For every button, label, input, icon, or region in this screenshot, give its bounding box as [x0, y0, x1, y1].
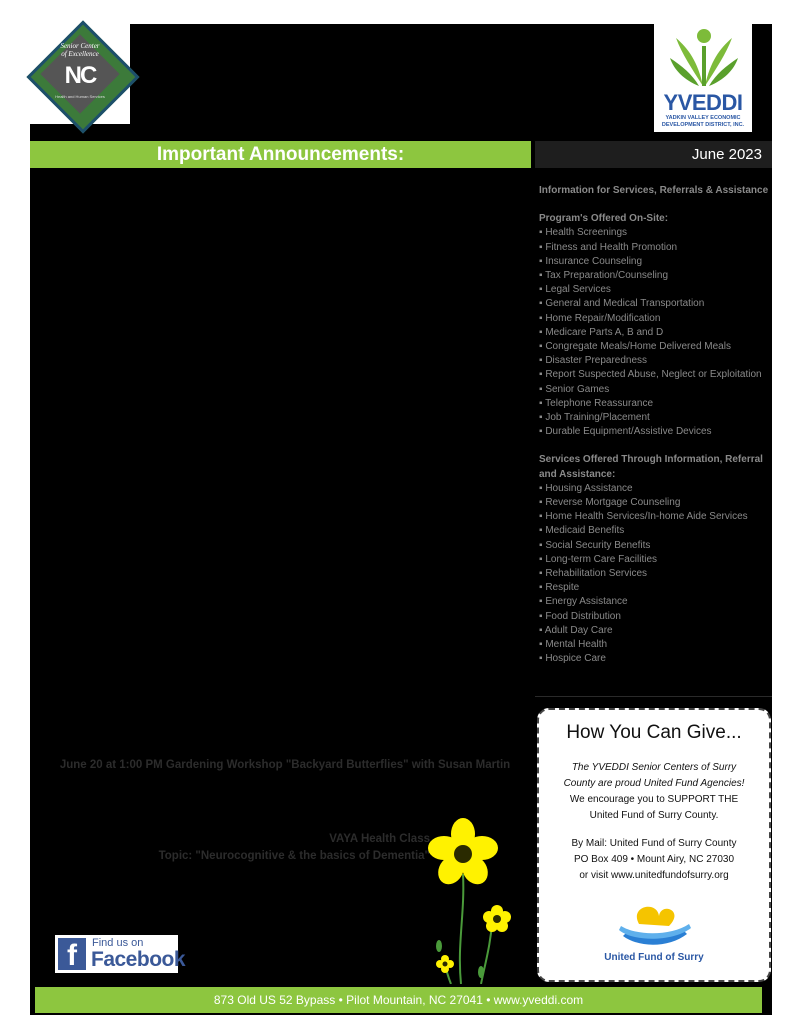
column-divider	[535, 696, 772, 697]
give-italic-1: The YVEDDI Senior Centers of Surry	[571, 762, 737, 773]
united-fund-logo-text: United Fund of Surry	[604, 952, 704, 963]
yveddi-logo	[654, 24, 752, 132]
onsite-list	[539, 226, 769, 439]
list-item: ▪ Telephone Reassurance	[539, 397, 769, 411]
give-support-1: We encourage you to SUPPORT THE	[569, 794, 739, 805]
list-item: ▪ Hospice Care	[539, 652, 769, 666]
newsletter-page	[30, 24, 772, 1015]
list-item: ▪ Energy Assistance	[539, 595, 769, 609]
list-item: ▪ Home Repair/Modification	[539, 312, 769, 326]
list-item: ▪ Durable Equipment/Assistive Devices	[539, 425, 769, 439]
senior-center-logo	[30, 24, 130, 124]
gardening-workshop-announcement: June 20 at 1:00 PM Gardening Workshop "Backyard Butterflies" with Susan Martin	[59, 759, 511, 771]
list-item: ▪ Long-term Care Facilities	[539, 553, 769, 567]
issue-date-banner	[535, 141, 772, 168]
yveddi-subtitle	[656, 115, 750, 128]
give-mail-1: By Mail: United Fund of Surry County	[571, 838, 737, 849]
united-fund-logo	[599, 902, 709, 968]
logo-caption	[30, 42, 130, 58]
list-item: ▪ Respite	[539, 581, 769, 595]
yveddi-wordmark: YVEDDI	[663, 90, 743, 115]
list-item: ▪ Congregate Meals/Home Delivered Meals	[539, 340, 769, 354]
services-info-column	[539, 184, 769, 667]
list-item: ▪ Medicare Parts A, B and D	[539, 326, 769, 340]
list-item: ▪ Rehabilitation Services	[539, 567, 769, 581]
referral-heading: Services Offered Through Information, Referral and Assistance:	[539, 454, 763, 480]
yveddi-sub-1: YADKIN VALLEY ECONOMIC	[665, 115, 741, 121]
list-item: ▪ Tax Preparation/Counseling	[539, 269, 769, 283]
list-item: ▪ Adult Day Care	[539, 624, 769, 638]
list-item: ▪ General and Medical Transportation	[539, 297, 769, 311]
yveddi-sub-2: DEVELOPMENT DISTRICT, INC.	[661, 121, 745, 128]
how-you-can-give-box	[537, 708, 771, 982]
logo-subtext: Health and Human Services	[55, 94, 105, 99]
give-mail-3[interactable]: or visit www.unitedfundofsurry.org	[579, 870, 729, 881]
logo-line-1: Senior Center	[60, 42, 100, 50]
list-item: ▪ Disaster Preparedness	[539, 354, 769, 368]
footer-address: 873 Old US 52 Bypass • Pilot Mountain, NC 27041 • www.yveddi.com	[213, 993, 584, 1007]
list-item: ▪ Mental Health	[539, 638, 769, 652]
facebook-find-label: Find us on	[92, 937, 144, 949]
logo-line-2: of Excellence	[61, 50, 99, 58]
helping-hands-icon	[599, 902, 709, 952]
announcements-banner	[30, 141, 531, 168]
list-item: ▪ Health Screenings	[539, 226, 769, 240]
list-item: ▪ Fitness and Health Promotion	[539, 241, 769, 255]
list-item: ▪ Home Health Services/In-home Aide Services	[539, 510, 769, 524]
logo-nc-mark: NC	[64, 62, 96, 89]
list-item: ▪ Insurance Counseling	[539, 255, 769, 269]
referral-list	[539, 482, 769, 667]
list-item: ▪ Medicaid Benefits	[539, 524, 769, 538]
footer-bar	[35, 987, 762, 1013]
list-item: ▪ Report Suspected Abuse, Neglect or Exploitation	[539, 368, 769, 382]
give-mail-2: PO Box 409 • Mount Airy, NC 27030	[573, 854, 735, 865]
list-item: ▪ Legal Services	[539, 283, 769, 297]
list-item: ▪ Housing Assistance	[539, 482, 769, 496]
info-intro: Information for Services, Referrals & Assistance	[539, 185, 769, 196]
facebook-icon: f	[58, 938, 86, 970]
facebook-wordmark: Facebook	[91, 948, 186, 971]
health-class-title: VAYA Health Class	[329, 833, 430, 845]
give-italic-2: County are proud United Fund Agencies!	[563, 778, 745, 789]
list-item: ▪ Social Security Benefits	[539, 539, 769, 553]
flowers-illustration	[425, 814, 525, 984]
onsite-heading: Program's Offered On-Site:	[539, 213, 669, 225]
announcements-title: Important Announcements:	[156, 144, 405, 165]
issue-date: June 2023	[691, 146, 762, 163]
yveddi-leaf-icon	[654, 24, 752, 90]
facebook-link[interactable]	[55, 935, 186, 973]
list-item: ▪ Food Distribution	[539, 610, 769, 624]
list-item: ▪ Reverse Mortgage Counseling	[539, 496, 769, 510]
list-item: ▪ Senior Games	[539, 383, 769, 397]
give-support-2: United Fund of Surry County.	[589, 810, 719, 821]
give-title: How You Can Give...	[566, 722, 742, 743]
health-class-topic: Topic: "Neurocognitive & the basics of Dementia"	[158, 850, 430, 862]
list-item: ▪ Job Training/Placement	[539, 411, 769, 425]
